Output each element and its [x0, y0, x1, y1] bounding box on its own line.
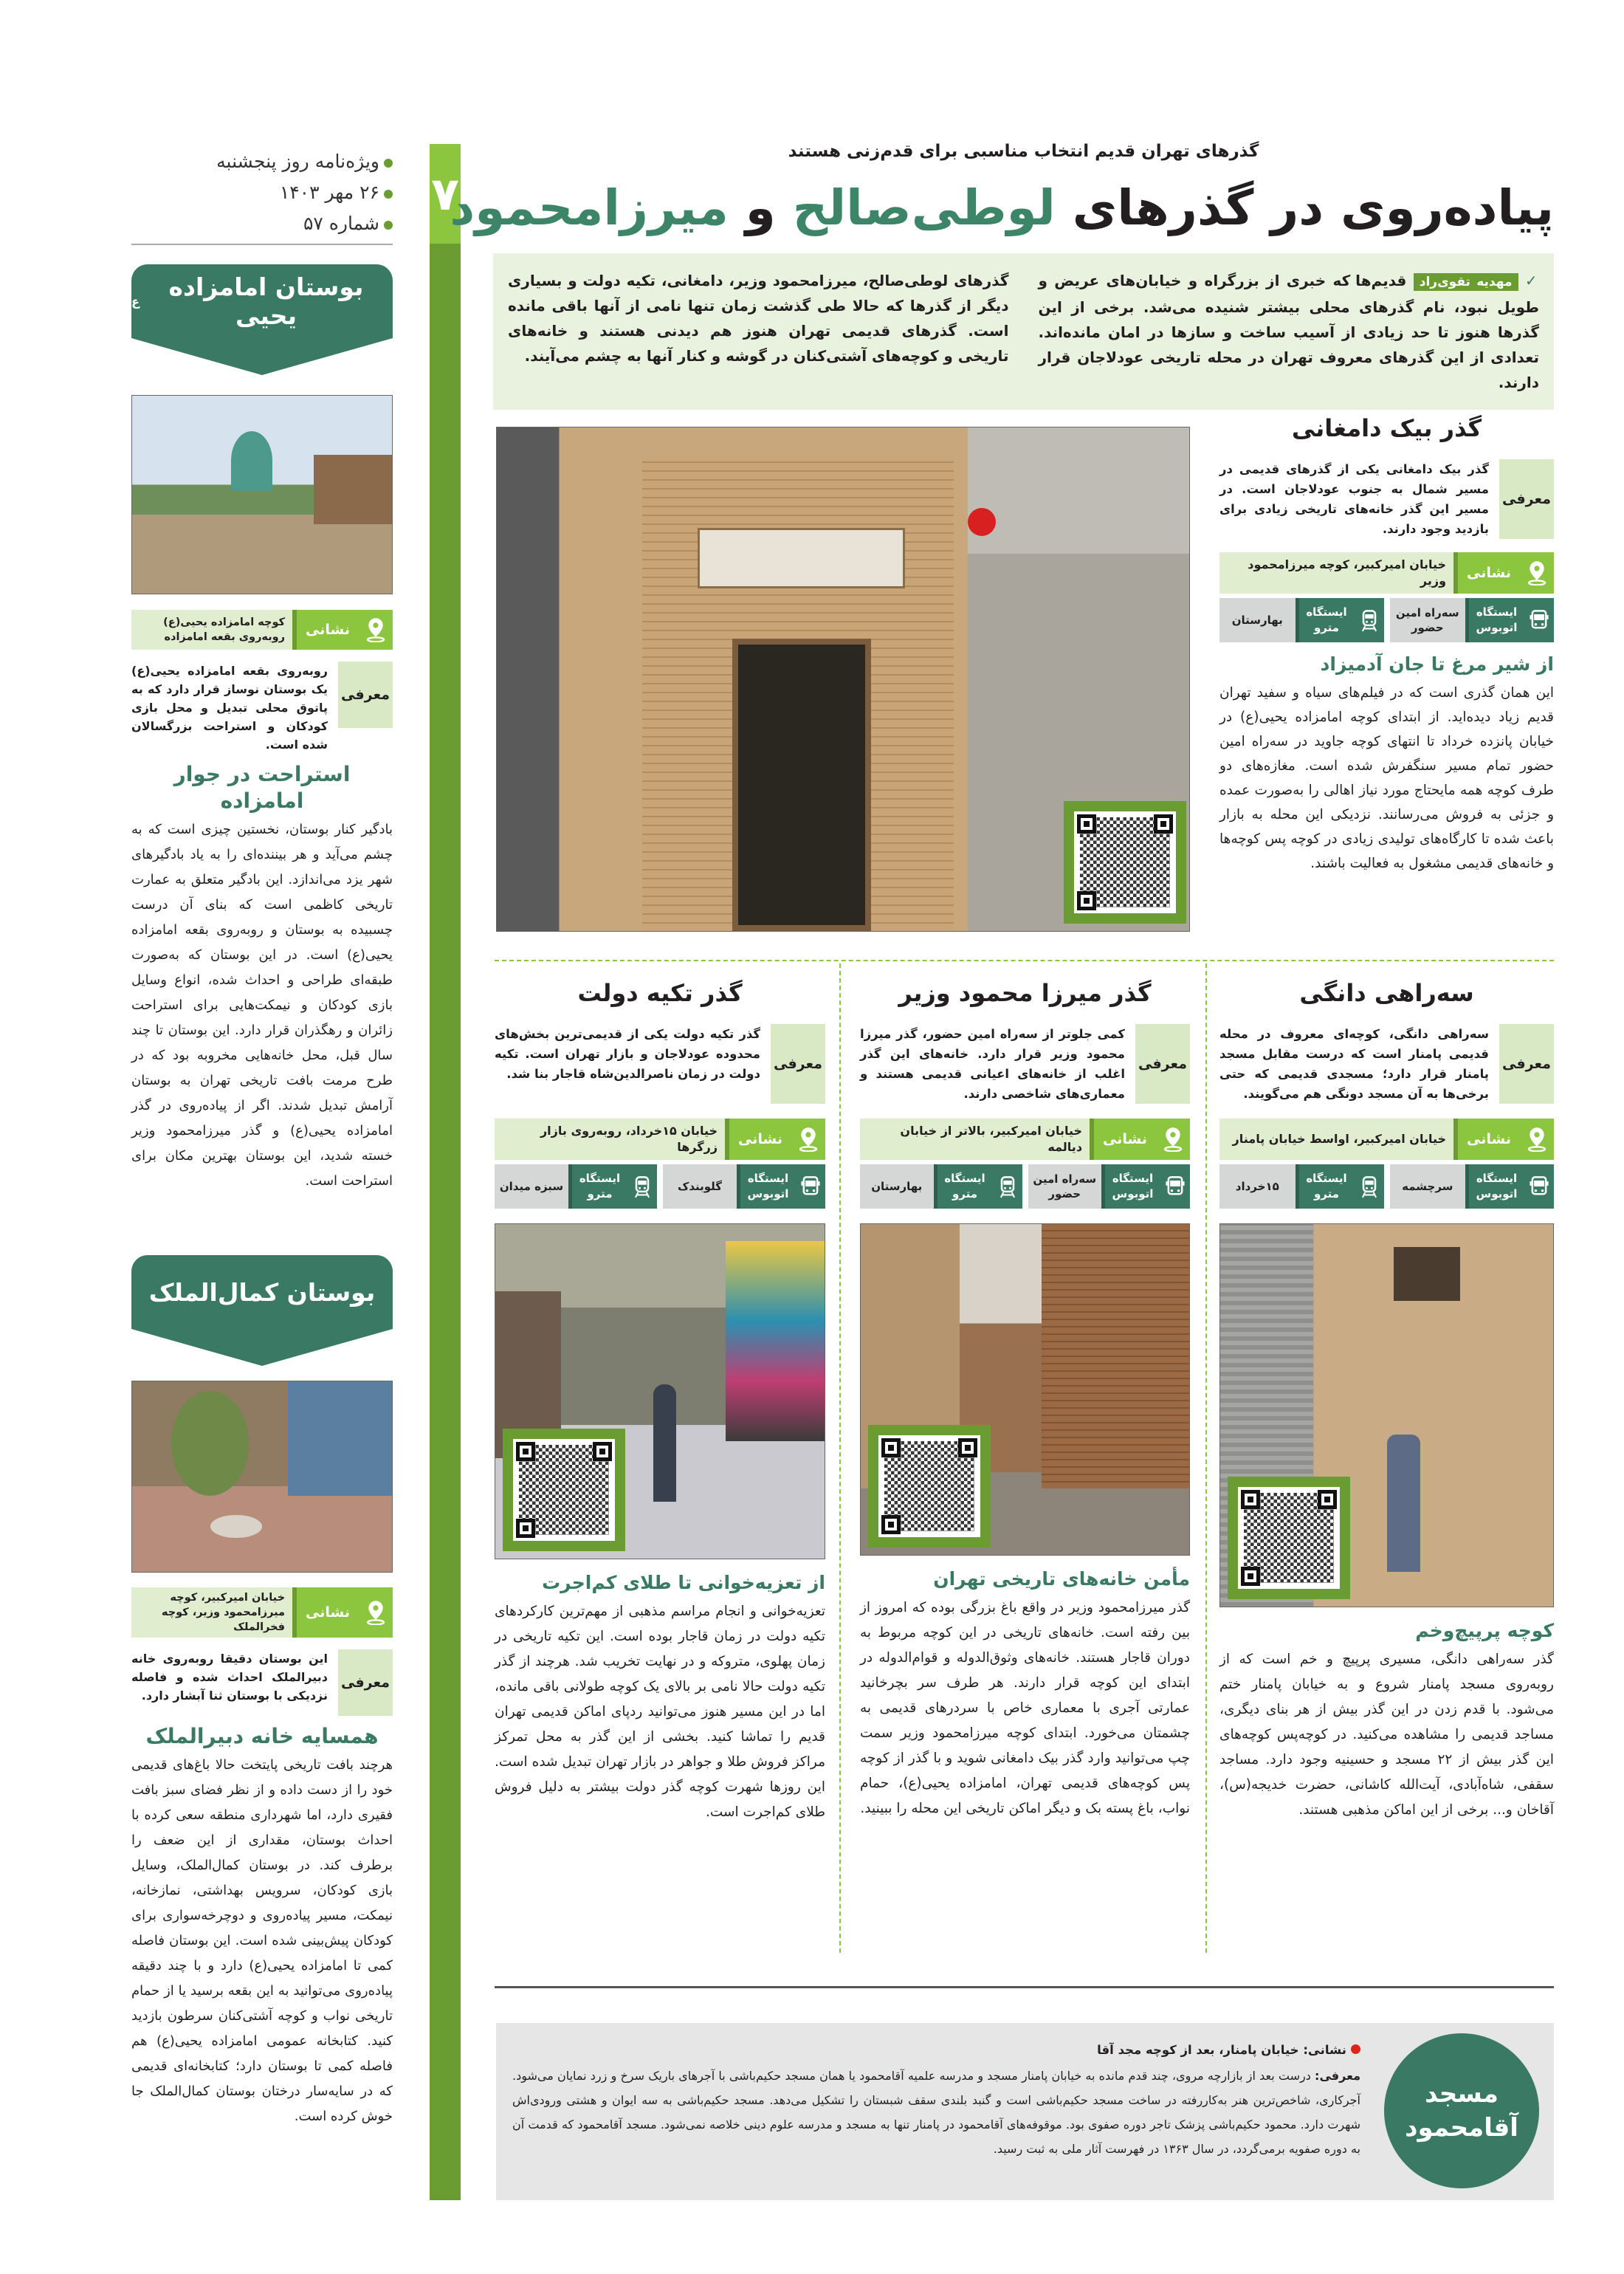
mosque-aqa-mahmoud-box — [496, 2023, 1554, 2200]
section-divider — [495, 960, 1554, 961]
intro-text: این بوستان دقیقا روبه‌روی خانه دبیرالملک احداث شده و فاصله نزدیکی با بوستان ثنا آبشار دارد. — [131, 1652, 328, 1703]
bus-label: ایستگاه اتوبوس — [1465, 1164, 1524, 1209]
passage-tekyeh-dowlat — [495, 978, 825, 1825]
passage-beyk-damghani — [1219, 413, 1554, 876]
address-row — [860, 1119, 1190, 1160]
qr-code[interactable] — [1064, 801, 1186, 924]
location-pin-icon — [791, 1119, 825, 1160]
body-paragraph: گذر سه‌راهی دانگی، مسیری پرپیچ و خم است که از روبه‌روی مسجد پامنار شروع و به خیابان پامنار ختم می‌شود. با قدم زدن در این گذر بیش از هر بنای دیگری، مساجد قدیمی را مشاهده می‌کنید. در کوچه‌پس کوچه‌های این گذر بیش از ۲۲ مسجد و حسینیه وجود دارد. مساجد سقفی، شاه‌آبادی، آیت‌الله کاشانی، حضرت خدیجه(س)، آقاخان و... برخی از این اماکن مذهبی هستند. — [1219, 1652, 1554, 1818]
address-value: خیابان امیرکبیر، بالاتر از خیابان دیالمه — [860, 1119, 1090, 1160]
bus-station — [663, 1164, 825, 1209]
intro-label: معرفی — [771, 1024, 825, 1104]
bullet-icon — [384, 221, 393, 230]
lead-text: گذرهای لوطی‌صالح، میرزامحمود وزیر، دامغانی، تکیه دولت و بسیاری دیگر از گذرها که حالا طی گذشت زمان تنها نامی از آنها باقی مانده است. گذرهای قدیمی تهران هنوز هم دیدنی هستند و خانه‌های تاریخی و کوچه‌های آشتی‌کنان در گوشه و کنار آنها به چشم می‌آیند. — [508, 272, 1009, 365]
metro-label: ایستگاه مترو — [934, 1164, 993, 1209]
photo-beyk-damghani-entrance — [496, 427, 1190, 932]
masthead-date: ۲۶ مهر ۱۴۰۳ — [279, 182, 379, 203]
body-paragraph: تعزیه‌خوانی و انجام مراسم مذهبی از مهم‌ترین کارکردهای تکیه دولت در زمان قاجار بوده است. این تکیه تاریخی در زمان پهلوی، متروکه و در نهایت تخریب شد. هرچند از گذر تکیه دولت حالا نامی بر بالای یک کوچه طولانی باقی مانده، اما در این مسیر هنوز می‌توانید ردپای اماکن قدیمی تهران قدیم را تماشا کنید. بخشی از این گذر به محل تمرکز مراکز فروش طلا و جواهر در بازار تهران تبدیل شده است. این روزها شهرت کوچه گذر دولت بیشتر به دلیل فروش طلای کم‌اجرت است. — [495, 1604, 825, 1820]
headline-part: پیاده‌روی در گذرهای — [1055, 179, 1554, 236]
body-paragraph: گذر میرزامحمود وزیر در واقع باغ بزرگی بوده که امروز از بین رفته است. خانه‌های تاریخی در این کوچه مربوط به دوران قاجار هستند. خانه‌های وثوق‌الدوله و قوام‌الدوله در ابتدای این کوچه قرار دارند. هر طرف سر بچرخانید عمارتی آجری با معماری خاص با سردرهای قدیمی به چشمتان می‌خورد. ابتدای کوچه میرزامحمود وزیر سمت چپ می‌توانید وارد گذر بیک دامغانی شوید و با گذر از کوچه پس کوچه‌های قدیمی تهران، امامزاده یحیی(ع)، حمام نواب، باغ پسته بک و دیگر اماکن تاریخی این محله را ببینید. — [860, 1600, 1190, 1816]
metro-station — [1219, 598, 1384, 642]
metro-value: ۱۵خرداد — [1219, 1164, 1296, 1209]
lead-text: قدیم‌ها که خبری از بزرگراه و خیابان‌های عریض و طویل نبود، نام گذرهای محلی بیشتر شنیده می‌شد. برخی از این گذرها هنوز تا حد زیادی از آسیب ساخت و سازها در امان مانده‌اند. تعدادی از این گذرهای معروف تهران در محله تاریخی عودلاجان قرار دارند. — [1038, 272, 1539, 391]
intro-text: کمی جلوتر از سه‌راه امین حضور، گذر میرزا محمود وزیر قرار دارد. خانه‌های این گذر اغلب از خانه‌های اعیانی قدیمی هستند و معماری‌های شاخصی دارند. — [860, 1027, 1125, 1101]
park-title: بوستان کمال‌الملک — [131, 1255, 393, 1329]
stations-row — [860, 1164, 1190, 1209]
park-imamzadeh-yahya — [131, 610, 393, 1194]
bus-value: سه‌راه امین حضور — [1028, 1164, 1102, 1209]
intro-text: گذر تکیه دولت یکی از قدیمی‌ترین بخش‌های محدوده عودلاجان و بازار تهران است. تکیه دولت در زمان ناصرالدین‌شاه قاجار بنا شد. — [495, 1027, 760, 1081]
mosque-intro-text: درست بعد از بازارچه مروی، چند قدم مانده به خیابان پامنار مسجد و مدرسه علمیه آقامحمود یا همان مسجد حکیم‌باشی با آجرهای باریک سرخ و زرد نمایان می‌شود. آجرکاری، شاخص‌ترین هنر به‌کاررفته در ساخت مسجد حکیم‌باشی است و گنبد بلندی سقف شبستان را تشکیل می‌دهد. مسجد حکیم‌باشی به سه ایوان و هشتی ورودی‌اش شهرت دارد. محمود حکیم‌باشی پزشک تاجر دوره صفوی بود. موقوفه‌های آقامحمود در پامنار تنها به مسجد و مدرسه علوم دینی خلاصه نمی‌شود. مسجد آقامحمود که قدمت آن به دوره صفویه برمی‌گردد، در سال ۱۳۶۳ در فهرست آثار ملی به ثبت رسید. — [512, 2069, 1360, 2156]
intro-text: روبه‌روی بقعه امامزاده یحیی(ع) یک بوستان نوساز قرار دارد که به پاتوق محلی تبدیل و محل بازی کودکان و استراحت بزرگسالان شده است. — [131, 664, 328, 752]
metro-value: بهارستان — [1219, 598, 1296, 642]
qr-code[interactable] — [1228, 1477, 1350, 1599]
address-row — [1219, 552, 1554, 594]
passage-serahi-dangi — [1219, 978, 1554, 1823]
subheading: مأمن خانه‌های تاریخی تهران — [933, 1568, 1190, 1590]
park-heading: همسایه خانه دبیرالملک — [145, 1724, 379, 1748]
bus-icon — [1524, 1164, 1554, 1209]
metro-station — [860, 1164, 1022, 1209]
metro-value: بهارستان — [860, 1164, 934, 1209]
bus-label: ایستگاه اتوبوس — [1465, 598, 1524, 642]
mosque-address-label: نشانی: — [1303, 2043, 1346, 2057]
headline-highlight: لوطی‌صالح — [792, 179, 1056, 236]
park-heading: استراحت در جوار امامزاده — [173, 762, 351, 813]
mosque-title: آقامحمود — [1405, 2113, 1518, 2143]
park-title — [131, 264, 393, 338]
address-label: نشانی — [1453, 1119, 1520, 1160]
intro-row — [1219, 1024, 1554, 1104]
red-bullet-icon — [1351, 2044, 1360, 2054]
address-label: نشانی — [1453, 552, 1520, 594]
qr-code[interactable] — [503, 1429, 625, 1551]
bus-label: ایستگاه اتوبوس — [737, 1164, 796, 1209]
bus-label: ایستگاه اتوبوس — [1101, 1164, 1160, 1209]
park-banner — [131, 1255, 393, 1366]
photo-serahi-dangi — [1219, 1223, 1554, 1607]
subheading: از تعزیه‌خوانی تا طلای کم‌اجرت — [542, 1572, 825, 1593]
intro-row — [131, 1649, 393, 1716]
column-divider — [839, 963, 841, 1953]
mosque-address-value: خیابان پامنار، بعد از کوچه مجد آقا — [1097, 2043, 1299, 2057]
metro-train-icon — [1355, 598, 1384, 642]
park-banner — [131, 264, 393, 375]
address-value: خیابان امیرکبیر، کوچه میرزامحمود وزیر، کوچه فخرالملک — [131, 1587, 292, 1638]
body-text — [1219, 1647, 1554, 1823]
passage-title: گذر بیک دامغانی — [1291, 414, 1482, 442]
park-title-text: بوستان امامزاده یحیی — [168, 272, 364, 330]
mosque-title: مسجد — [1425, 2079, 1499, 2109]
mosque-title-seal — [1384, 2033, 1539, 2188]
divider — [495, 1986, 1554, 1988]
intro-row — [495, 1024, 825, 1104]
passage-title: گذر تکیه دولت — [577, 979, 743, 1007]
bus-value: سه‌راه امین حضور — [1390, 598, 1466, 642]
address-value: خیابان ۱۵خرداد، روبه‌روی بازار زرگرها — [495, 1119, 725, 1160]
address-row — [131, 1587, 393, 1638]
bus-station — [1390, 1164, 1555, 1209]
metro-label: ایستگاه مترو — [1296, 1164, 1355, 1209]
masthead-issue: شماره ۵۷ — [303, 213, 379, 234]
body-text — [860, 1595, 1190, 1821]
park-title-sup: ع — [131, 294, 140, 309]
headline-part: و — [728, 179, 793, 236]
masthead-edition: ویژه‌نامه روز پنجشنبه — [216, 151, 379, 172]
intro-text: سه‌راهی دانگی، کوچه‌ای معروف در محله قدیمی پامنار است که درست مقابل مسجد پامنار قرار دارد؛ مسجدی قدیمی که حتی برخی‌ها به آن مسجد دونگی هم می‌گویند. — [1219, 1027, 1489, 1101]
metro-label: ایستگاه مترو — [1296, 598, 1355, 642]
bus-value: سرچشمه — [1390, 1164, 1466, 1209]
stations-row — [495, 1164, 825, 1209]
body-text: هرچند بافت تاریخی پایتخت حالا باغ‌های قدیمی خود را از دست داده و از نظر فضای سبز بافت فقیری دارد، اما شهرداری منطقه سعی کرده با احداث بوستان، مقداری از این ضعف را برطرف کند. در بوستان کمال‌الملک، وسایل بازی کودکان، سرویس بهداشتی، نمازخانه، نیمکت، مسیر پیاده‌روی و دوچرخه‌سواری برای کودکان پیش‌بینی شده است. این بوستان فاصله کمی تا امامزاده یحیی(ع) دارد و با چند دقیقه پیاده‌روی می‌توانید به این بقعه برسید یا از حمام تاریخی نواب و کوچه آشتی‌کنان سرطون بازدید کنید. کتابخانه عمومی امامزاده یحیی(ع) هم فاصله کمی تا بوستان دارد؛ کتابخانه‌ای قدیمی که در سایه‌سار درختان بوستان کمال‌الملک جا خوش کرده است. — [131, 1757, 393, 2124]
bus-icon — [1160, 1164, 1190, 1209]
lead-box — [493, 253, 1554, 410]
photo-imamzadeh-yahya-park — [131, 395, 393, 594]
location-pin-icon — [1156, 1119, 1190, 1160]
passage-mirza-mahmoud-vazir — [860, 978, 1190, 1821]
bus-station — [1028, 1164, 1191, 1209]
intro-label: معرفی — [1135, 1024, 1190, 1104]
headline-highlight: میرزامحمود — [450, 179, 729, 236]
address-label: نشانی — [1090, 1119, 1156, 1160]
intro-label: معرفی — [1499, 459, 1554, 539]
passage-title: سه‌راهی دانگی — [1299, 979, 1474, 1007]
mosque-intro-label: معرفی: — [1315, 2069, 1360, 2083]
intro-label: معرفی — [338, 662, 393, 728]
address-label: نشانی — [292, 1587, 359, 1638]
intro-text: گذر بیک دامغانی یکی از گذرهای قدیمی در مسیر شمال به جنوب عودلاجان است. در مسیر این گذر خانه‌های تاریخی زیادی برای بازدید وجود دارند. — [1219, 462, 1489, 536]
metro-train-icon — [627, 1164, 657, 1209]
photo-mirza-mahmoud-alley — [860, 1223, 1190, 1556]
headline — [450, 176, 1554, 241]
address-value: کوچه امامزاده یحیی(ع) روبه‌روی بقعه امامزاده — [131, 610, 292, 650]
body-text: بادگیر کنار بوستان، نخستین چیزی است که به چشم می‌آید و هر بیننده‌ای را به یاد بادگیرهای شهر یزد می‌اندازد. این بادگیر متعلق به عمارت تاریخی کاظمی است که بنای آن درست چسبیده به بوستان و روبه‌روی بقعه امامزاده یحیی(ع) است. در این بوستان که به‌صورت طبقه‌ای طراحی و احداث شده، انواع وسایل بازی کودکان و نیمکت‌هایی برای استراحت زائران و رهگذران قرار دارد. این بوستان تا چند سال قبل، محل خانه‌هایی مخروبه بود که در طرح مرمت بافت تاریخی تهران به بوستان آرامش تبدیل شدند. اگر از پیاده‌روی در گذر امامزاده یحیی(ع) و گذر میرزامحمود وزیر خسته شدید، این بوستان بهترین مکان برای استراحت است. — [131, 822, 393, 1189]
intro-row — [860, 1024, 1190, 1104]
kicker: گذرهای تهران قدیم انتخاب مناسبی برای قدم‌زنی هستند — [788, 142, 1259, 161]
address-label: نشانی — [292, 610, 359, 650]
author-badge: مهدیه تقوی‌راد — [1414, 273, 1518, 291]
stations-row — [1219, 1164, 1554, 1209]
lead-col-1 — [1039, 268, 1540, 395]
park-kamal-ol-molk — [131, 1587, 393, 2129]
location-pin-icon — [1520, 1119, 1554, 1160]
subheading: از شیر مرغ تا جان آدمیزاد — [1320, 653, 1554, 675]
body-text — [495, 1599, 825, 1825]
page-number-bar — [430, 144, 461, 2200]
mosque-intro — [512, 2064, 1360, 2161]
address-row — [495, 1119, 825, 1160]
mosque-text — [512, 2038, 1360, 2161]
location-pin-icon — [359, 1587, 393, 1638]
passage-title: گذر میرزا محمود وزیر — [898, 979, 1152, 1007]
address-row — [131, 610, 393, 650]
metro-station — [495, 1164, 657, 1209]
address-value: خیابان امیرکبیر، اواسط خیابان پامنار — [1219, 1119, 1453, 1160]
metro-train-icon — [993, 1164, 1022, 1209]
intro-label: معرفی — [338, 1649, 393, 1716]
location-pin-icon — [359, 610, 393, 650]
bullet-icon — [384, 190, 393, 199]
bus-value: گلوبندک — [663, 1164, 737, 1209]
bus-icon — [796, 1164, 825, 1209]
masthead — [131, 146, 393, 239]
metro-value: سبزه میدان — [495, 1164, 568, 1209]
divider — [131, 244, 393, 245]
address-row — [1219, 1119, 1554, 1160]
bus-station — [1390, 598, 1555, 642]
check-icon: ✓ — [1524, 272, 1539, 289]
address-value: خیابان امیرکبیر، کوچه میرزامحمود وزیر — [1219, 552, 1453, 594]
location-pin-icon — [1520, 552, 1554, 594]
subheading: کوچه پرپیچ‌وخم — [1415, 1620, 1554, 1641]
intro-row — [131, 662, 393, 754]
metro-label: ایستگاه مترو — [568, 1164, 627, 1209]
qr-code[interactable] — [868, 1425, 991, 1548]
intro-label: معرفی — [1499, 1024, 1554, 1104]
page-number: ۷ — [430, 144, 461, 244]
body-text: این همان گذری است که در فیلم‌های سیاه و سفید تهران قدیم زیاد دیده‌اید. از ابتدای کوچه امامزاده یحیی(ع) در خیابان پانزده خرداد تا انتهای کوچه جاوید در سه‌راه امین حضور تمام مسیر سنگفرش شده است. مغازه‌های دو طرف کوچه همه مایحتاج مورد نیاز اهالی را به‌صورت عمده و جزئی به فروش می‌رسانند. نزدیکی این محله به بازار باعث شده تا کارگاه‌های تولیدی زیادی در کوچه پس کوچه‌ها و خانه‌های قدیمی مشغول به فعالیت باشند. — [1219, 685, 1554, 871]
bus-icon — [1524, 598, 1554, 642]
metro-train-icon — [1355, 1164, 1384, 1209]
mosque-address — [512, 2038, 1360, 2062]
address-label: نشانی — [725, 1119, 791, 1160]
photo-kamal-ol-molk-park — [131, 1381, 393, 1573]
metro-station — [1219, 1164, 1384, 1209]
column-divider — [1205, 963, 1207, 1953]
intro-row — [1219, 459, 1554, 539]
photo-tekyeh-dowlat-alley — [495, 1223, 825, 1559]
stations-row — [1219, 598, 1554, 642]
bullet-icon — [384, 159, 393, 168]
